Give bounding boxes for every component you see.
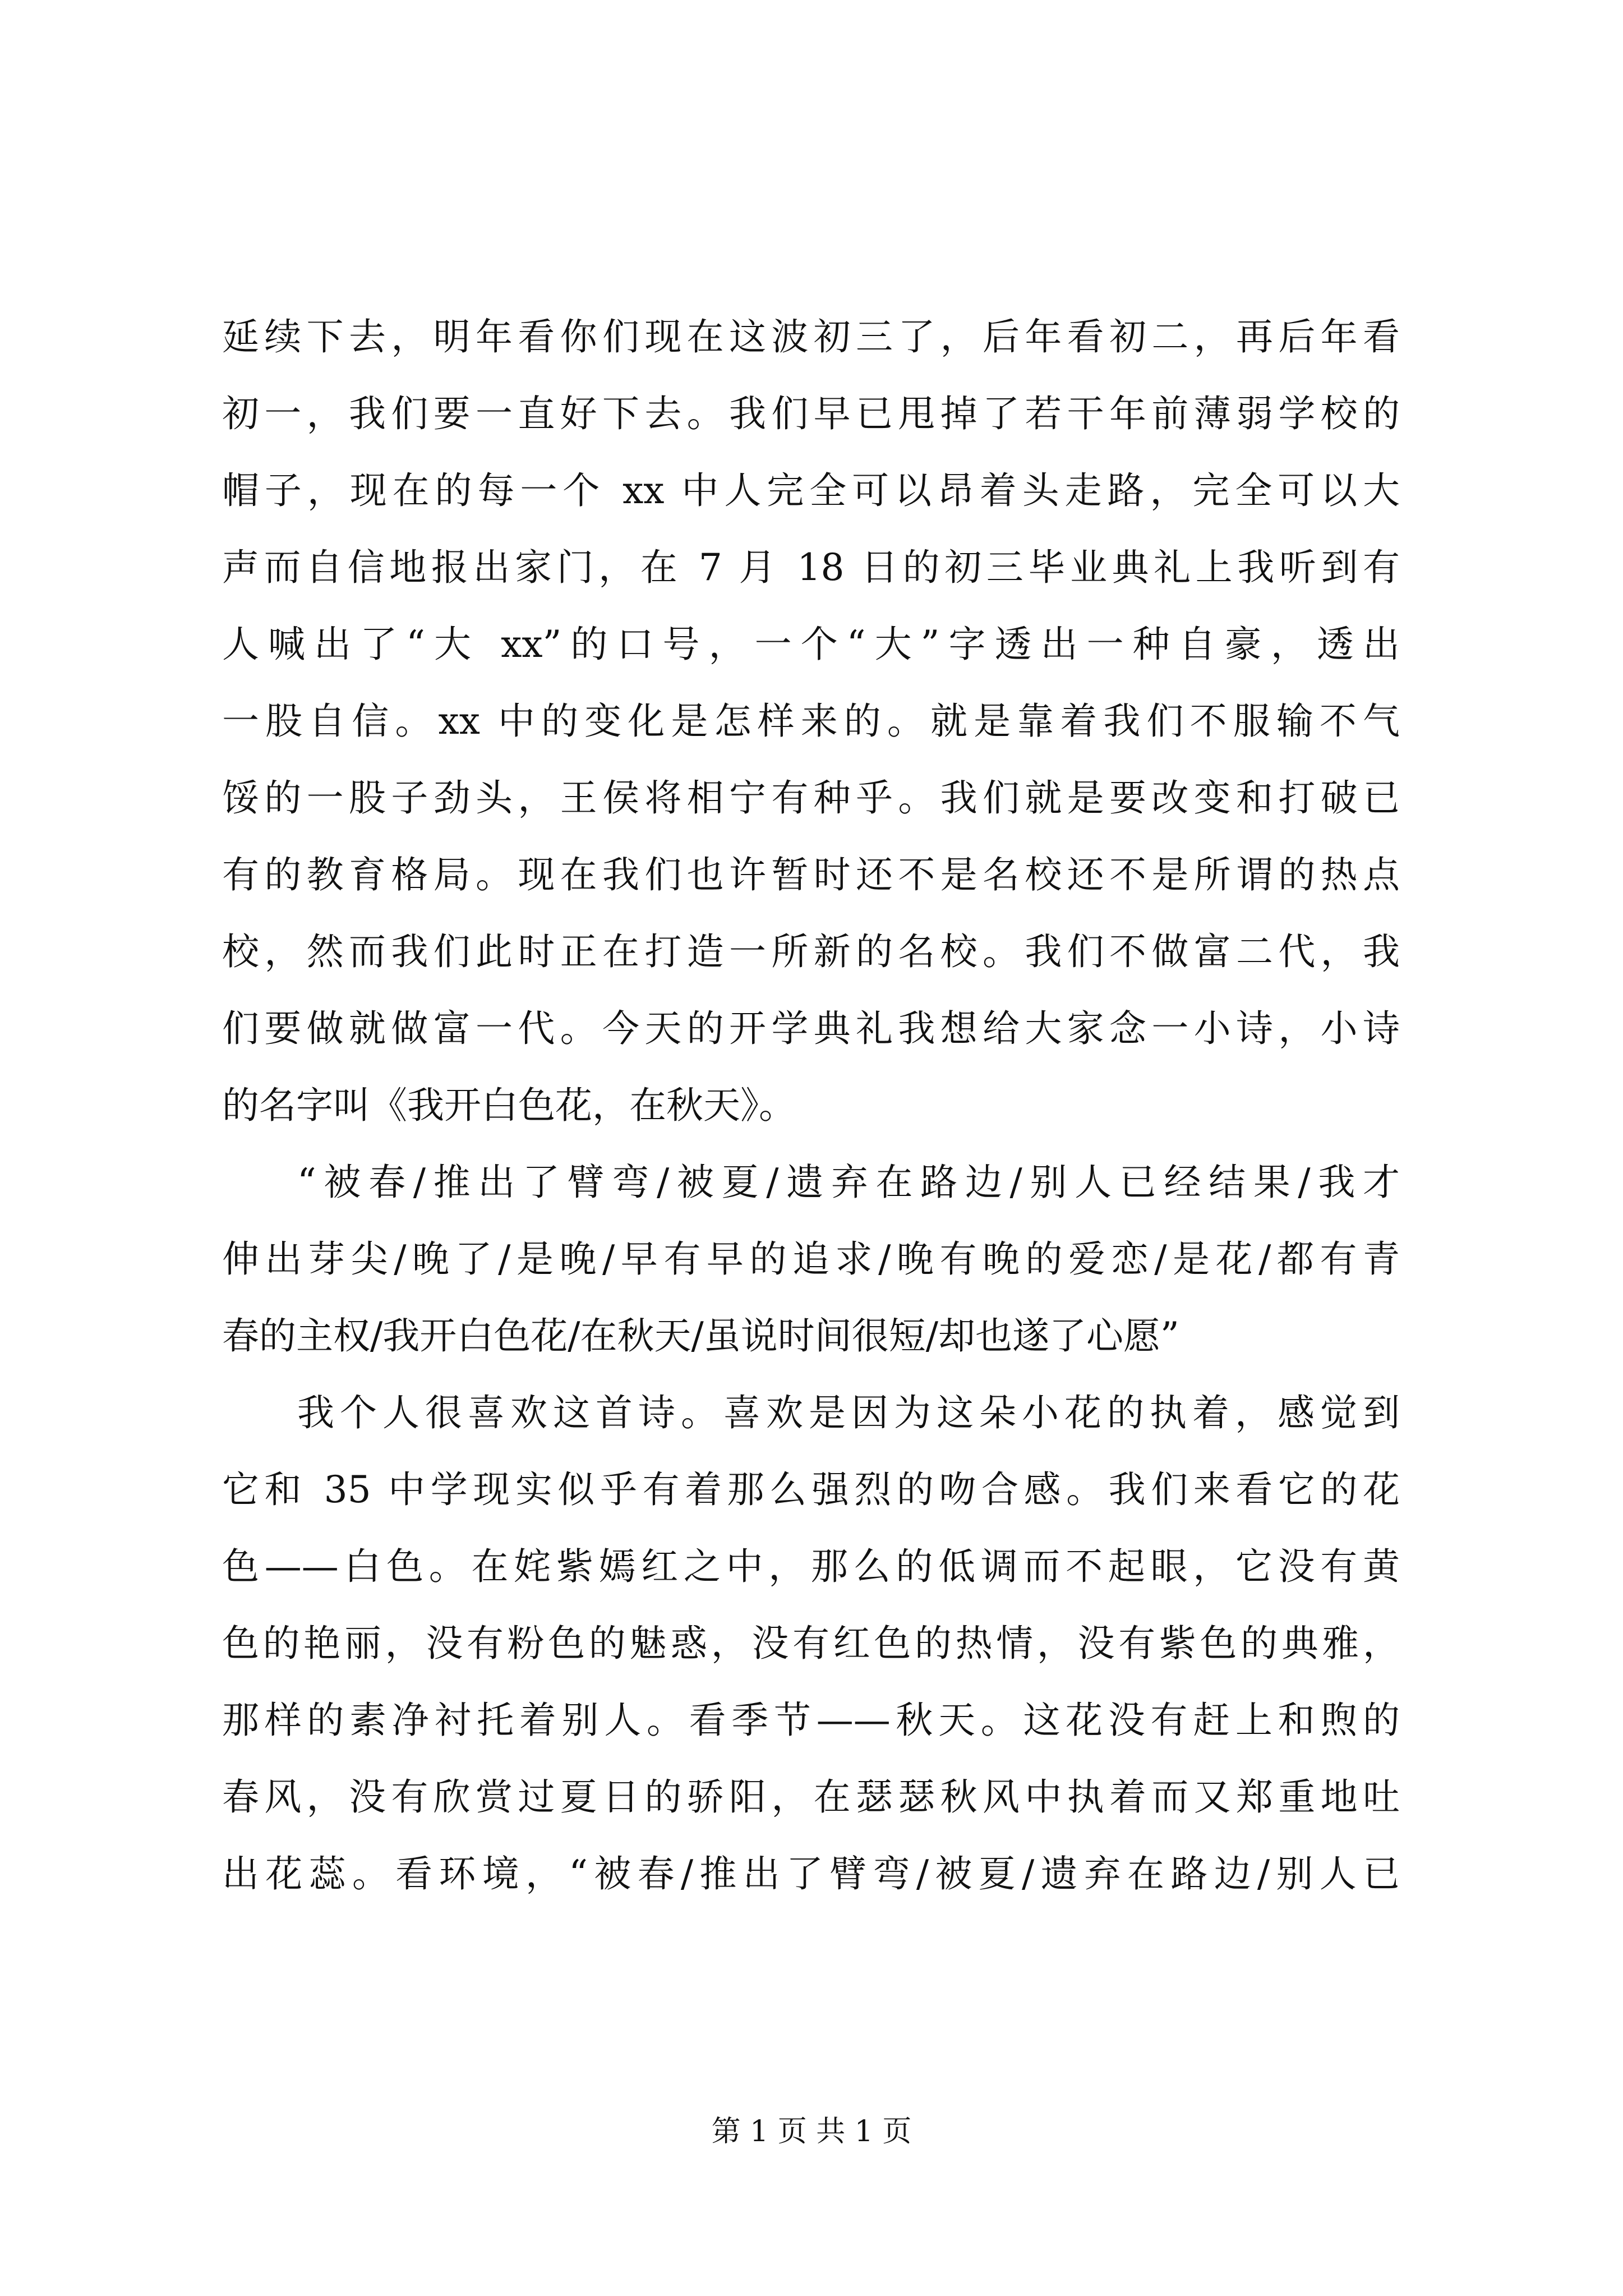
page-number-footer: 第 1 页 共 1 页 <box>711 2115 912 2148</box>
text-line: 那样的素净衬托着别人。看季节——秋天。这花没有赶上和煦的 <box>222 1699 1400 1742</box>
text-line: 帽子，现在的每一个 xx 中人完全可以昂着头走路，完全可以大 <box>222 469 1400 512</box>
text-line: 校，然而我们此时正在打造一所新的名校。我们不做富二代，我 <box>222 930 1400 973</box>
text-line: 初一，我们要一直好下去。我们早已甩掉了若干年前薄弱学校的 <box>222 392 1400 435</box>
poem-line: 伸出芽尖/晚了/是晚/早有早的追求/晚有晚的爱恋/是花/都有青 <box>222 1237 1400 1281</box>
text-line: 人喊出了“大 xx”的口号，一个“大”字透出一种自豪，透出 <box>222 623 1400 666</box>
text-line: 声而自信地报出家门，在 7 月 18 日的初三毕业典礼上我听到有 <box>222 546 1400 589</box>
poem-line: 春的主权/我开白色花/在秋天/虽说时间很短/却也遂了心愿” <box>222 1314 1179 1358</box>
text-line: 色的艳丽，没有粉色的魅惑，没有红色的热情，没有紫色的典雅， <box>222 1622 1400 1665</box>
text-line: 的名字叫《我开白色花，在秋天》。 <box>222 1084 796 1127</box>
text-line: 们要做就做富一代。今天的开学典礼我想给大家念一小诗，小诗 <box>222 1007 1400 1050</box>
text-line: 延续下去，明年看你们现在这波初三了，后年看初二，再后年看 <box>222 315 1400 358</box>
text-line: 春风，没有欣赏过夏日的骄阳，在瑟瑟秋风中执着而又郑重地吐 <box>222 1775 1400 1819</box>
text-line: 我个人很喜欢这首诗。喜欢是因为这朵小花的执着，感觉到 <box>297 1391 1400 1434</box>
poem-line: “被春/推出了臂弯/被夏/遗弃在路边/别人已经结果/我才 <box>297 1161 1400 1204</box>
text-line: 色——白色。在姹紫嫣红之中，那么的低调而不起眼，它没有黄 <box>222 1545 1400 1588</box>
text-line: 馁的一股子劲头，王侯将相宁有种乎。我们就是要改变和打破已 <box>222 776 1400 820</box>
text-line: 出花蕊。看环境，“被春/推出了臂弯/被夏/遗弃在路边/别人已 <box>222 1852 1400 1895</box>
text-line: 有的教育格局。现在我们也许暂时还不是名校还不是所谓的热点 <box>222 853 1400 896</box>
text-line: 它和 35 中学现实似乎有着那么强烈的吻合感。我们来看它的花 <box>222 1468 1400 1511</box>
text-line: 一股自信。xx 中的变化是怎样来的。就是靠着我们不服输不气 <box>222 700 1400 743</box>
